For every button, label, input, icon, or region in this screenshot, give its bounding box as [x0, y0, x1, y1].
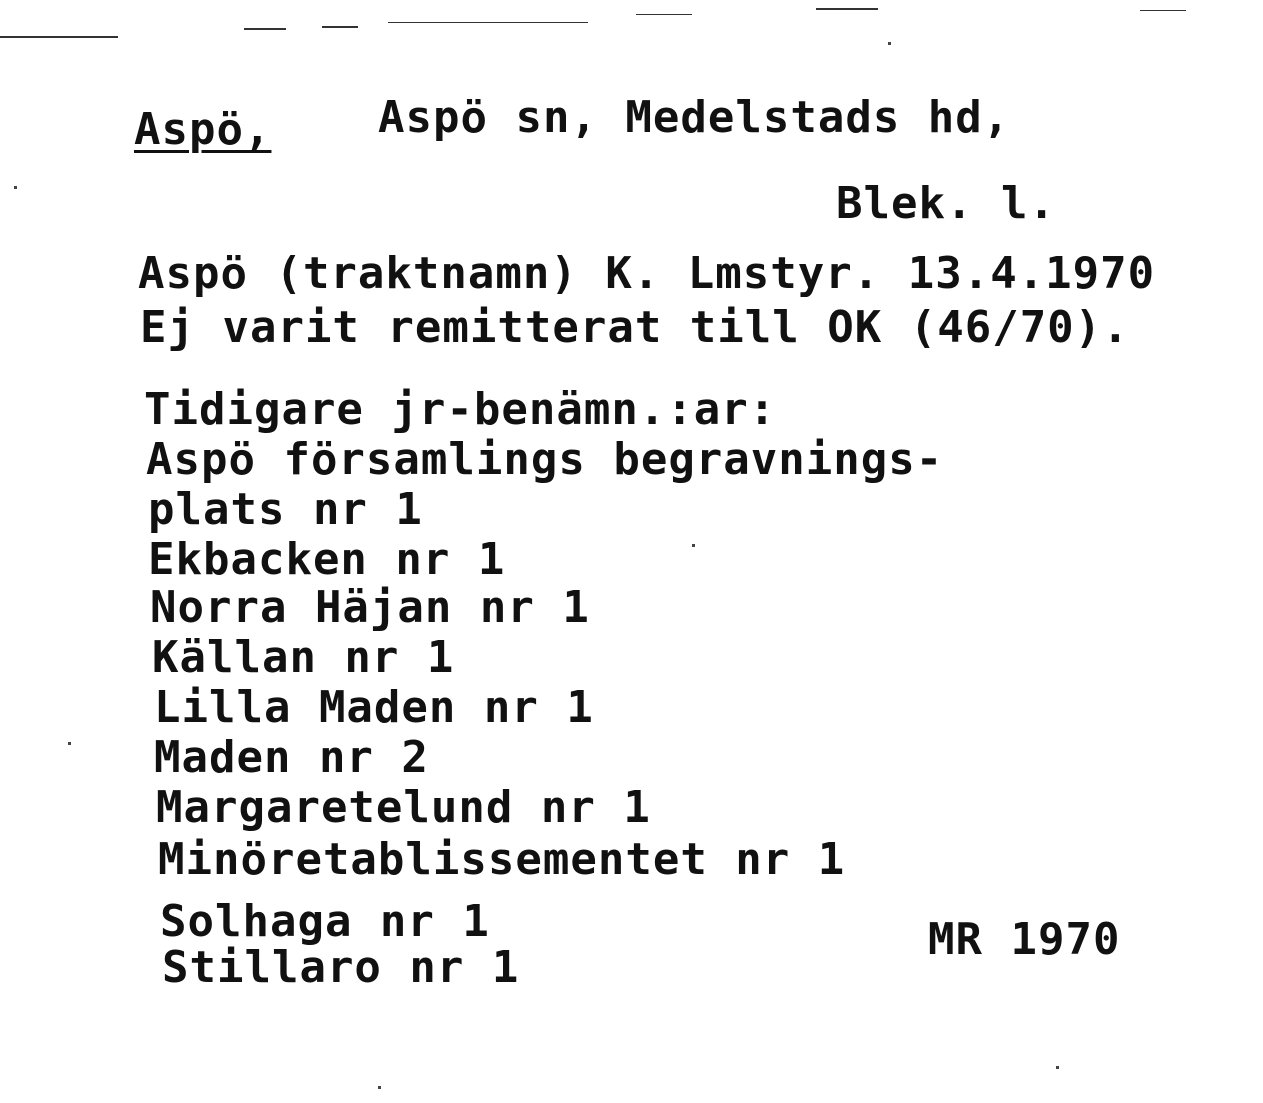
previous-item: Solhaga nr 1	[160, 896, 490, 947]
scan-artifact-line	[322, 26, 358, 28]
scan-artifact-dot	[692, 544, 695, 547]
scan-artifact-dot	[68, 742, 71, 745]
previous-item: Stillaro nr 1	[162, 942, 520, 993]
previous-heading: Tidigare jr-benämn.:ar:	[144, 384, 777, 435]
previous-item: Margaretelund nr 1	[156, 782, 651, 833]
card-name: Aspö,	[134, 104, 272, 155]
decision-line-1: Aspö (traktnamn) K. Lmstyr. 13.4.1970	[138, 248, 1156, 299]
signature: MR 1970	[928, 914, 1121, 965]
scan-artifact-line	[816, 8, 878, 10]
scan-artifact-line	[636, 14, 692, 15]
scan-artifact-line	[0, 36, 118, 38]
decision-line-2: Ej varit remitterat till OK (46/70).	[140, 302, 1130, 353]
scan-artifact-line	[1140, 10, 1186, 11]
previous-item: Aspö församlings begravnings-	[146, 434, 944, 485]
previous-item: Källan nr 1	[152, 632, 455, 683]
scan-artifact-dot	[888, 42, 891, 45]
previous-item: Minöretablissementet nr 1	[158, 834, 846, 885]
previous-item: Lilla Maden nr 1	[154, 682, 594, 733]
previous-item: Ekbacken nr 1	[148, 534, 506, 585]
scan-artifact-dot	[378, 1086, 381, 1089]
scan-artifact-line	[388, 22, 588, 23]
scan-artifact-dot	[14, 186, 17, 189]
scan-artifact-dot	[1056, 1066, 1059, 1069]
previous-item: plats nr 1	[148, 484, 423, 535]
scan-artifact-line	[244, 28, 286, 30]
previous-item: Norra Häjan nr 1	[150, 582, 590, 633]
card-county: Blek. l.	[836, 178, 1056, 229]
previous-item: Maden nr 2	[154, 732, 429, 783]
card-location: Aspö sn, Medelstads hd,	[378, 92, 1011, 143]
